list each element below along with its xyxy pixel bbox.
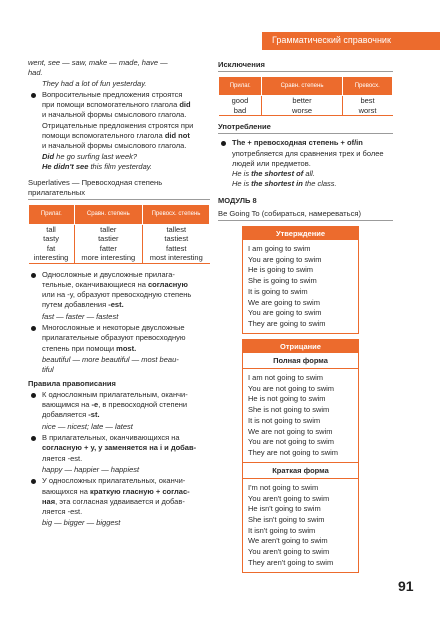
- negative-box: [242, 339, 359, 573]
- table-row: good better best: [219, 96, 393, 106]
- table-row: bad worse worst: [219, 106, 393, 116]
- table-header: Прилаг.: [29, 205, 75, 224]
- left-column: [28, 58, 210, 529]
- exceptions-table: [218, 76, 393, 116]
- spelling-rule-e: К односложным прилагательным, оканчи- вающимся на -e, в превосходной степени добавляется -st.: [28, 390, 210, 421]
- full-form-list: [243, 369, 358, 462]
- spelling-rules-heading: Правила правописания: [28, 378, 116, 388]
- section-title: Грамматический справочник: [272, 35, 391, 45]
- list-item: She is not going to swim: [248, 405, 330, 415]
- list-item: I'm not going to swim: [248, 482, 319, 492]
- list-item: They aren't going to swim: [248, 557, 334, 567]
- questions-rule: Вопросительные предложения строятся при помощи вспомогательного глагола did и начальной формы смыслового глагола. Отрицательные предложения строятся при помощи вспомогательного глагола did not и начальной формы смыслового глагола. Did he go surfing last week? He didn't see this film yesterday.: [28, 90, 210, 172]
- list-item: He is not going to swim: [248, 394, 326, 404]
- spelling-rule-y: В прилагательных, оканчивающихся на согласную + y, у заменяется на i и добав- ляется -est.: [28, 433, 210, 464]
- table-header: Сравн. степень: [74, 205, 142, 224]
- negative-title: Отрицание: [243, 340, 358, 353]
- table-header: Превосх. степень: [143, 205, 210, 224]
- spelling-rule-e-example: nice — nicest; late — latest: [42, 421, 133, 431]
- short-adjectives-example: fast — faster — fastest: [42, 311, 119, 321]
- irregular-verbs-line-2: had.: [28, 68, 43, 78]
- full-form-title: Полная форма: [243, 353, 358, 369]
- table-row: tall taller tallest: [29, 224, 210, 234]
- list-item: You are not going to swim: [248, 437, 335, 447]
- spelling-rule-y-example: happy — happier — happiest: [42, 464, 140, 474]
- list-item: We are going to swim: [248, 297, 320, 307]
- spelling-rule-double: У односложных прилагательных, оканчи- вающихся на краткую гласную + соглас- ная, эта согласная удваивается и добав- ляется -est.: [28, 476, 210, 517]
- past-simple-example: They had a lot of fun yesterday.: [42, 78, 147, 88]
- list-item: He isn't going to swim: [248, 504, 321, 514]
- table-header: Прилаг.: [219, 77, 262, 96]
- irregular-verbs-line-1: went, see — saw, make — made, have —: [28, 58, 168, 67]
- list-item: I am not going to swim: [248, 373, 324, 382]
- usage-rule: The + превосходная степень + of/in употребляется для сравнения трех и более людей или предметов. He is the shortest of all. He is the shortest in the class.: [218, 138, 393, 189]
- module-subtitle: Be Going To (собираться, намереваться): [218, 209, 393, 221]
- superlatives-heading: Superlatives — Превосходная степень прилагательных: [28, 178, 210, 200]
- list-item: We are not going to swim: [248, 426, 333, 436]
- list-item: She is going to swim: [248, 276, 317, 286]
- table-header: Сравн. степень: [262, 77, 342, 96]
- superlatives-table: [28, 204, 210, 263]
- exceptions-heading: Исключения: [218, 60, 393, 72]
- short-adjectives-rule: Односложные и двусложные прилага- тельные, оканчивающиеся на согласную или на -y, образуют превосходную степень путем добавления -est.: [28, 270, 210, 311]
- list-item: He is going to swim: [248, 265, 314, 275]
- table-row: tasty tastier tastiest: [29, 234, 210, 244]
- list-item: It isn't going to swim: [248, 525, 316, 535]
- list-item: It is going to swim: [248, 286, 308, 296]
- spelling-rule-double-example: big — bigger — biggest: [42, 518, 121, 528]
- long-adjectives-example-2: tiful: [42, 365, 54, 375]
- page-number: 91: [398, 578, 414, 594]
- table-row: fat fatter fattest: [29, 244, 210, 254]
- affirmative-title: Утверждение: [243, 227, 358, 240]
- short-form-title: Краткая форма: [243, 463, 358, 479]
- list-item: It is not going to swim: [248, 415, 321, 425]
- list-item: We aren't going to swim: [248, 536, 328, 546]
- list-item: They are not going to swim: [248, 447, 339, 457]
- usage-heading: Употребление: [218, 122, 393, 134]
- list-item: You are going to swim: [248, 254, 322, 264]
- module-title: МОДУЛЬ 8: [218, 195, 257, 205]
- list-item: You are not going to swim: [248, 383, 335, 393]
- table-row: interesting more interesting most interesting: [29, 253, 210, 263]
- right-column: [218, 58, 393, 573]
- affirmative-box: [242, 226, 359, 334]
- list-item: They are going to swim: [248, 319, 326, 328]
- long-adjectives-example-1: beautiful — more beautiful — most beau-: [42, 354, 179, 364]
- list-item: You aren't going to swim: [248, 547, 330, 557]
- section-header-band: [262, 32, 440, 50]
- list-item: I am going to swim: [248, 244, 311, 254]
- long-adjectives-rule: Многосложные и некоторые двусложные прилагательные образуют превосходную степень при помощи most.: [28, 323, 210, 354]
- affirmative-list: [243, 240, 358, 333]
- list-item: You aren't going to swim: [248, 493, 330, 503]
- short-form-list: [243, 479, 358, 572]
- table-header: Превосх.: [342, 77, 392, 96]
- list-item: You are going to swim: [248, 308, 322, 318]
- list-item: She isn't going to swim: [248, 515, 325, 525]
